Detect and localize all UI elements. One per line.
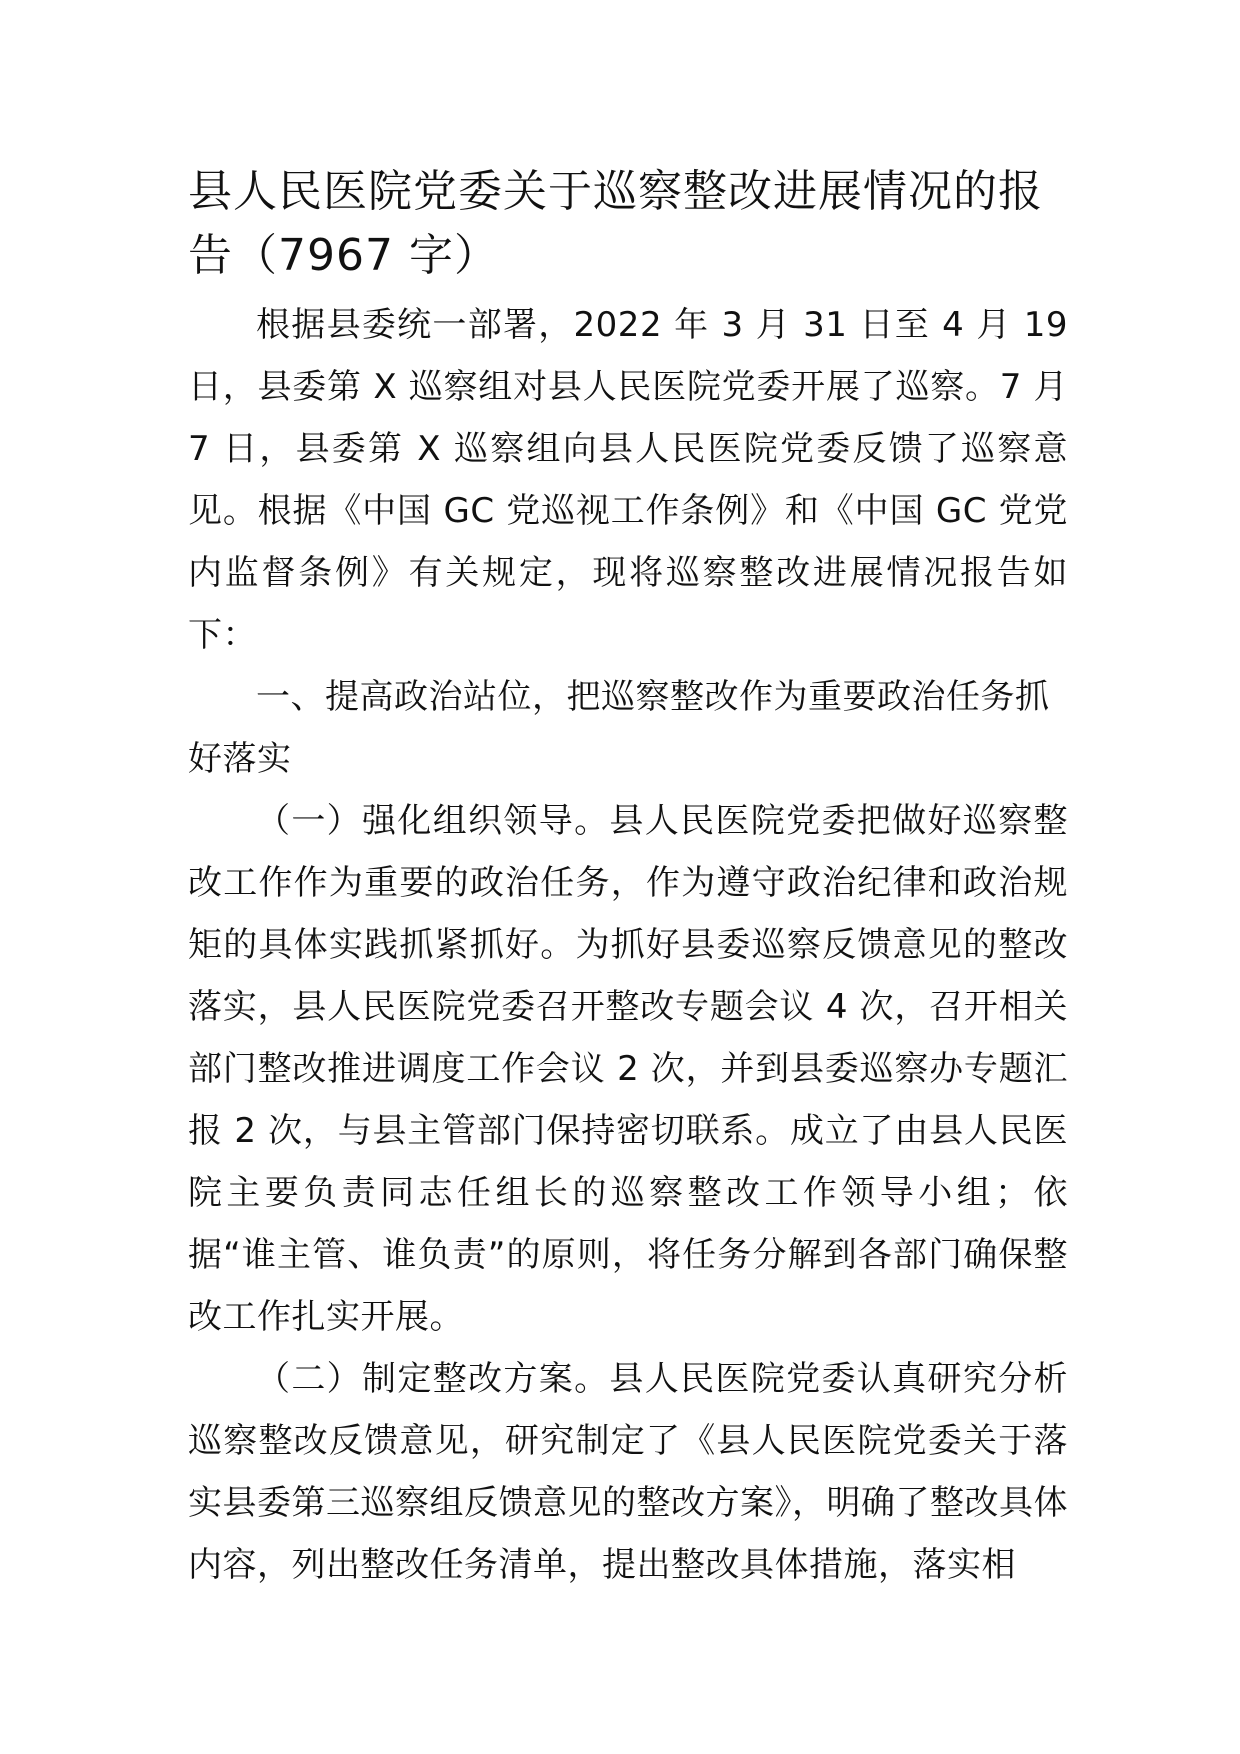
document-title: 县人民医院党委关于巡察整改进展情况的报告（7967 字） bbox=[188, 166, 1043, 281]
document-body bbox=[188, 160, 1068, 1596]
section-heading-1: 一、提高政治站位，把巡察整改作为重要政治任务抓好落实 bbox=[188, 677, 1050, 779]
intro-paragraph: 根据县委统一部署，2022 年 3 月 31 日至 4 月 19 日，县委第 X 巡察组对县人民医院党委开展了巡察。7 月 7 日，县委第 X 巡察组向县人民医院党委反馈了巡察意见。根据《中国 GC 党巡视工作条例》和《中国 GC 党党内监督条例》有关规定，现将巡察整改进展情况报告如下： bbox=[188, 305, 1068, 655]
subsection-paragraph-2: （二）制定整改方案。县人民医院党委认真研究分析巡察整改反馈意见，研究制定了《县人民医院党委关于落实县委第三巡察组反馈意见的整改方案》，明确了整改具体内容，列出整改任务清单，提出整改具体措施，落实相 bbox=[188, 1359, 1068, 1585]
subsection-paragraph-1: （一）强化组织领导。县人民医院党委把做好巡察整改工作作为重要的政治任务，作为遵守政治纪律和政治规矩的具体实践抓紧抓好。为抓好县委巡察反馈意见的整改落实，县人民医院党委召开整改专题会议 4 次，召开相关部门整改推进调度工作会议 2 次，并到县委巡察办专题汇报 2 次，与县主管部门保持密切联系。成立了由县人民医院主要负责同志任组长的巡察整改工作领导小组；依据“谁主管、谁负责”的原则，将任务分解到各部门确保整改工作扎实开展。 bbox=[188, 801, 1068, 1337]
